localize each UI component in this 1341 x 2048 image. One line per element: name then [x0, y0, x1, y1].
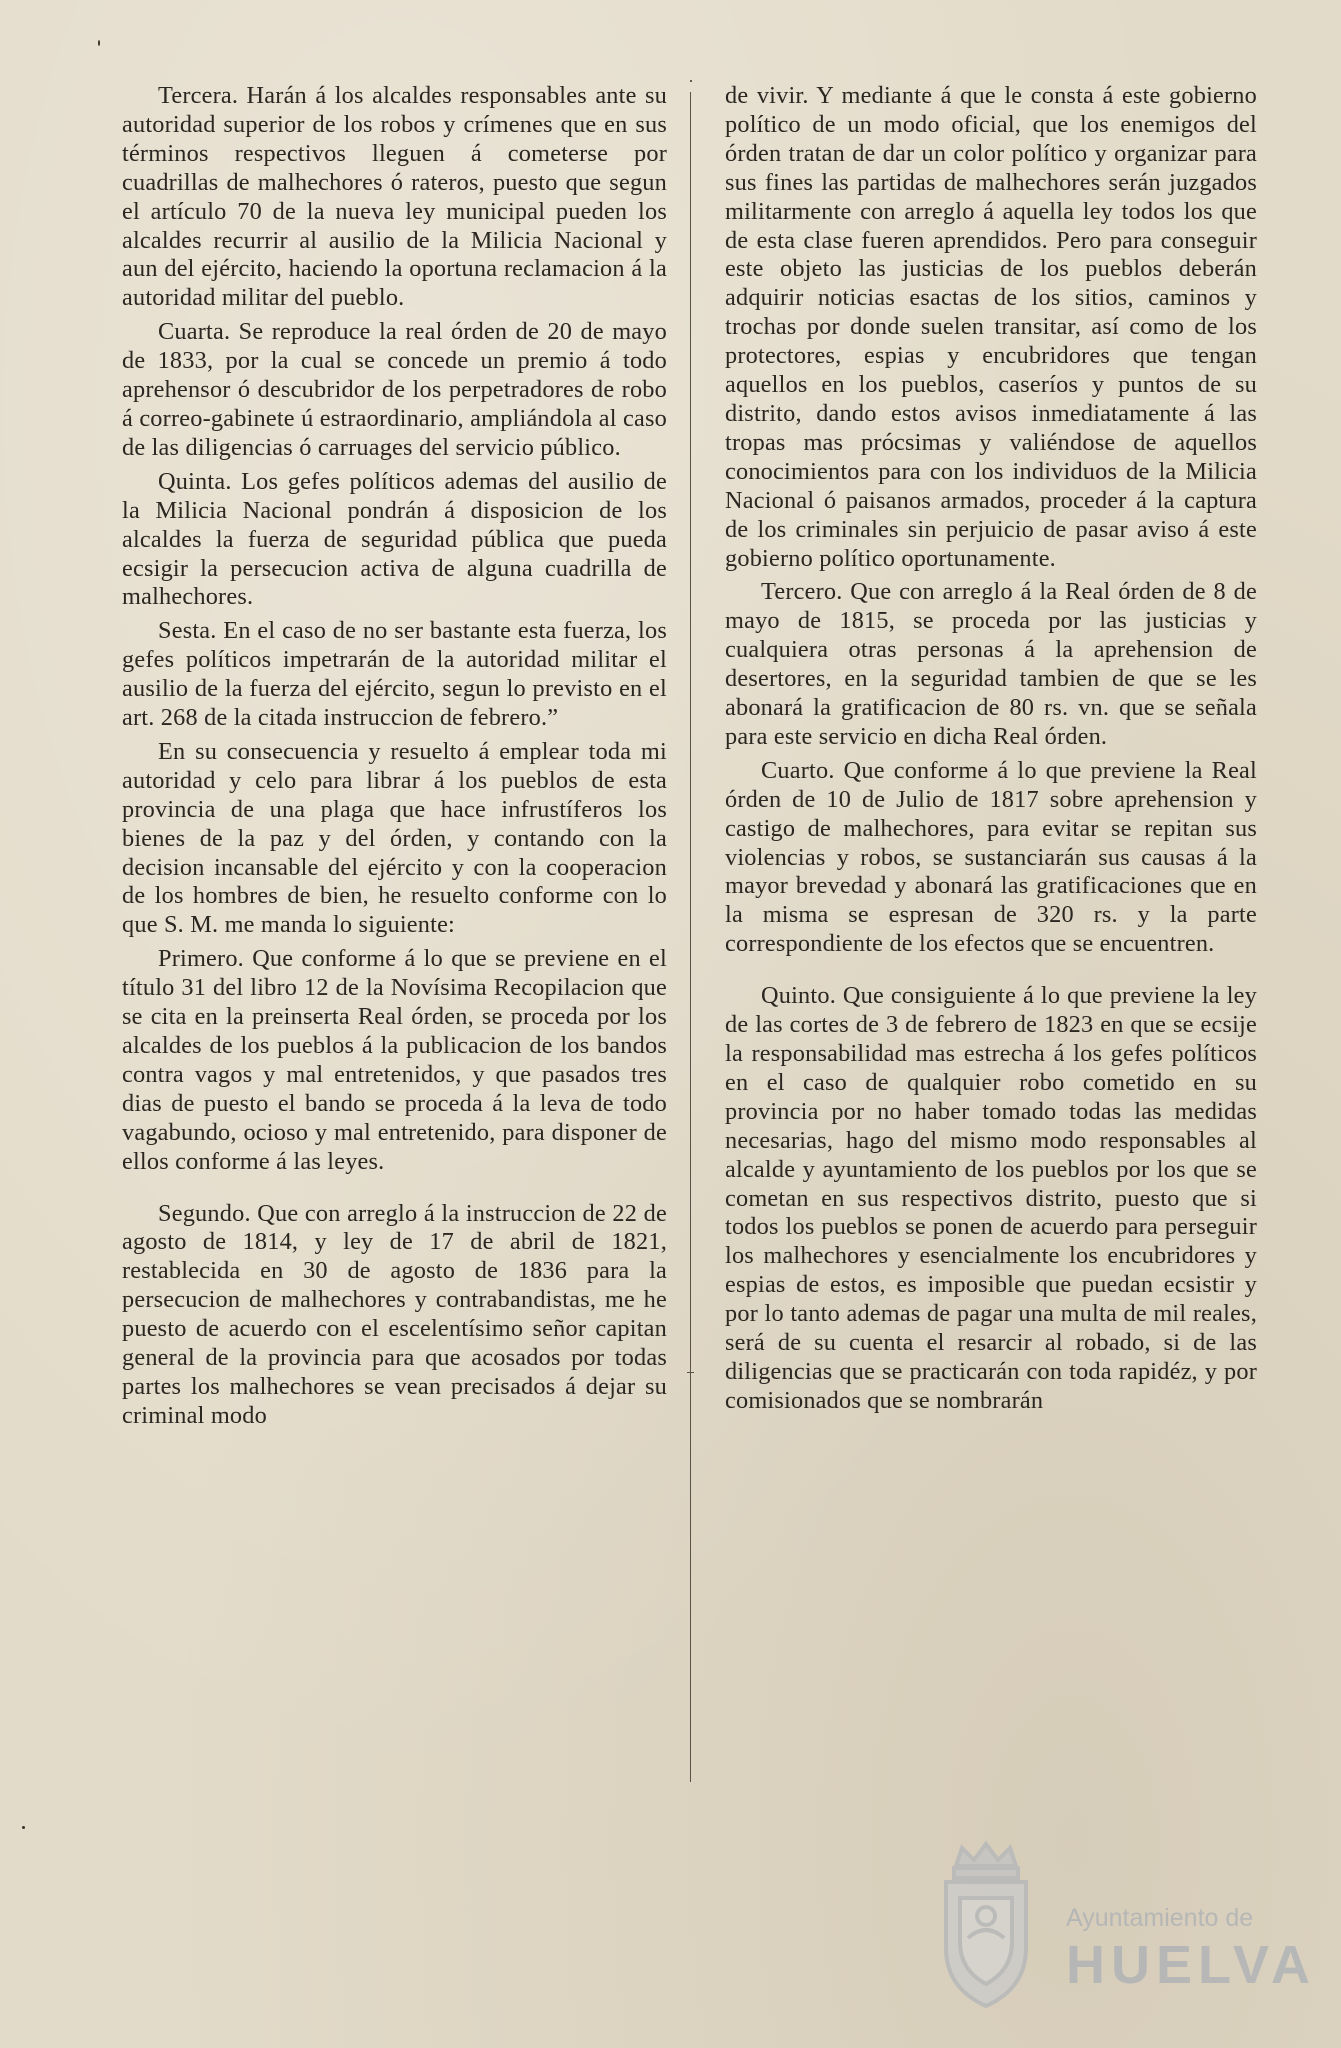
- watermark-logo: [926, 1838, 1316, 2018]
- paragraph-tercero: Tercero. Que con arreglo á la Real órden de 8 de mayo de 1815, se proceda por las justicias y cualquiera otras personas á la aprehension de desertores, en la seguridad tambien de que se les abonará la gratificacion de 80 rs. vn. que se señala para este servicio en dicha Real órden.: [725, 578, 1257, 750]
- paragraph-primero: Primero. Que conforme á lo que se previene en el título 31 del libro 12 de la Novísima Recopilacion que se cita en la preinserta Real órden, se proceda por los alcaldes de los pueblos á la publicacion de los bandos contra vagos y mal entretenidos, y que pasados tres dias de puesto el bando se proceda á la leva de todo vagabundo, ocioso y mal entretenido, para disponer de ellos conforme á las leyes.: [122, 945, 667, 1175]
- paragraph-segundo: Segundo. Que con arreglo á la instruccion de 22 de agosto de 1814, y ley de 17 de abril de 1821, restablecida en 30 de agosto de 1836 para la persecucion de malhechores y contrabandistas, me he puesto de acuerdo con el escelentísimo señor capitan general de la provincia para que acosados por todas partes los malhechores se vean precisados á dejar su criminal modo: [122, 1199, 667, 1429]
- paragraph-sesta: Sesta. En el caso de no ser bastante esta fuerza, los gefes políticos impetrarán de la autoridad militar el ausilio de la fuerza del ejército, segun lo previsto en el art. 268 de la citada instruccion de febrero.”: [122, 617, 667, 732]
- paragraph-quinta: Quinta. Los gefes políticos ademas del ausilio de la Milicia Nacional pondrán á disposicion de los alcaldes la fuerza de seguridad pública que pueda ecsigir la persecucion activa de alguna cuadrilla de malhechores.: [122, 467, 667, 611]
- watermark-title: HUELVA: [1066, 1935, 1316, 1995]
- paragraph-quinto: Quinto. Que consiguiente á lo que previene la ley de las cortes de 3 de febrero de 1823 en que se ecsije la responsabilidad mas estrecha á los gefes políticos en el caso de qualquier robo cometido en su provincia por no haber tomado todas las medidas necesarias, hago del mismo modo responsables al alcalde y ayuntamiento de los pueblos por los que se cometan en sus respectivos distrito, puesto que si todos los pueblos se ponen de acuerdo para perseguir los malhechores y esencialmente los encubridores y espias de estos, es imposible que puedan ecsistir y por lo tanto ademas de pagar una multa de mil reales, será de su cuenta el resarcir al robado, si de las diligencias que se practicarán con toda rapidéz, y por comisionados que se nombrarán: [725, 982, 1257, 1414]
- left-column: [122, 82, 667, 1436]
- coat-of-arms-icon: [926, 1838, 1046, 2018]
- paragraph-consecuencia: En su consecuencia y resuelto á emplear toda mi autoridad y celo para librar á los pueblos de esta provincia de una plaga que hace infrustíferos los bienes de la paz y del órden, y contando con la decision incansable del ejército y con la cooperacion de los hombres de bien, he resuelto conforme con lo que S. M. me manda lo siguiente:: [122, 737, 667, 939]
- watermark-subtitle: Ayuntamiento de: [1066, 1904, 1254, 1932]
- paragraph-tercera: Tercera. Harán á los alcaldes responsables ante su autoridad superior de los robos y crímenes que en sus términos respectivos lleguen á cometerse por cuadrillas de malhechores ó rateros, puesto que segun el artículo 70 de la nueva ley municipal pueden los alcaldes recurrir al ausilio de la Milicia Nacional y aun del ejército, haciendo la oportuna reclamacion á la autoridad militar del pueblo.: [122, 82, 667, 312]
- right-column: [725, 82, 1257, 1421]
- paragraph-cuarto: Cuarto. Que conforme á lo que previene la Real órden de 10 de Julio de 1817 sobre aprehension y castigo de malhechores, para evitar se repitan sus violencias y robos, se sustanciarán sus causas á la mayor brevedad y abonará las gratificaciones que en la misma se espresan de 320 rs. y la parte correspondiente de los efectos que se encuentren.: [725, 756, 1257, 958]
- paragraph-continuation: de vivir. Y mediante á que le consta á este gobierno político de un modo oficial, que los enemigos del órden tratan de dar un color político y organizar para sus fines las partidas de malhechores serán juzgados militarmente con arreglo á aquella ley todos los que de esta clase fueren aprendidos. Pero para conseguir este objeto las justicias de los pueblos deberán adquirir noticias esactas de los sitios, caminos y trochas por donde suelen transitar, así como de los protectores, espias y encubridores que tengan aquellos en los pueblos, caseríos y puntos de su distrito, dando estos avisos inmediatamente á las tropas mas prócsimas y valiéndose de aquellos conocimientos para con los individuos de la Milicia Nacional ó paisanos armados, proceder á la captura de los criminales sin perjuicio de pasar aviso á este gobierno político oportunamente.: [725, 82, 1257, 572]
- column-divider: [690, 92, 691, 1782]
- paragraph-cuarta: Cuarta. Se reproduce la real órden de 20 de mayo de 1833, por la cual se concede un premio á todo aprehensor ó descubridor de los perpetradores de robo á correo-gabinete ú estraordinario, ampliándola al caso de las diligencias ó carruages del servicio público.: [122, 318, 667, 461]
